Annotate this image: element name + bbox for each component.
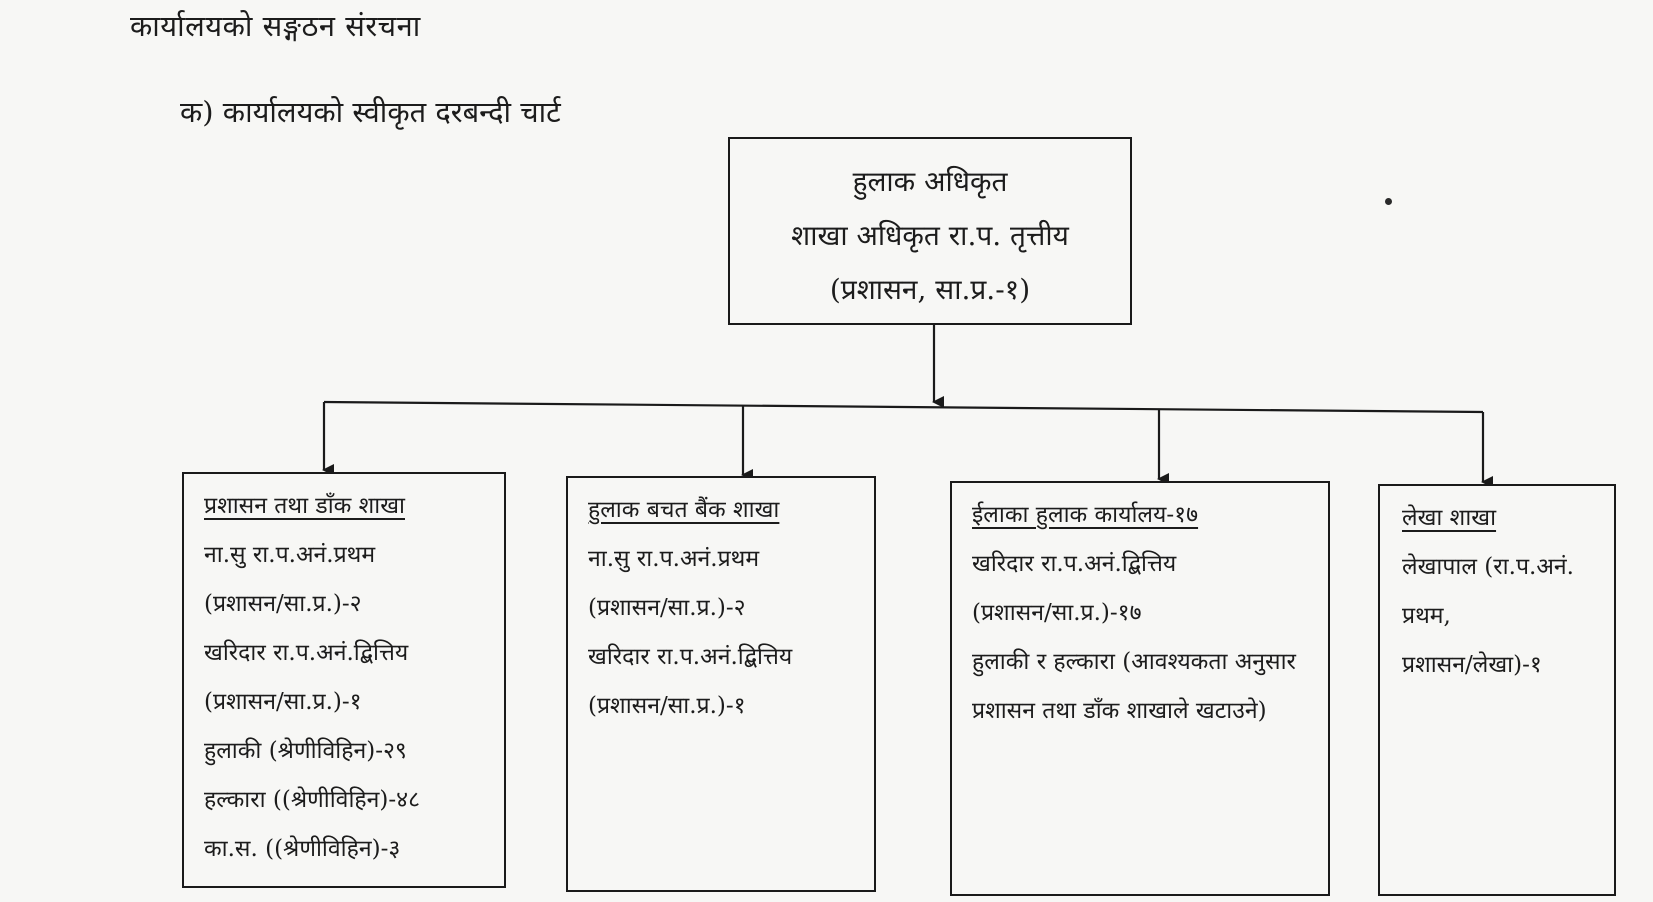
horizontal-bus-line [324, 402, 1483, 412]
branch-line: (प्रशासन/सा.प्र.)-२ [588, 595, 746, 621]
branch-box-accounts [1378, 484, 1616, 896]
head-office-box [728, 137, 1132, 325]
branch-title: प्रशासन तथा डाँक शाखा [204, 493, 405, 519]
branch-line: ना.सु रा.प.अनं.प्रथम [588, 546, 760, 572]
stray-ink-dot [1385, 198, 1392, 205]
page-title: कार्यालयको सङ्गठन संरचना [130, 9, 421, 43]
branch-line: का.स. ((श्रेणीविहिन)-३ [204, 836, 401, 862]
branch-line: (प्रशासन/सा.प्र.)-१ [204, 689, 362, 715]
branch-line: ना.सु रा.प.अनं.प्रथम [204, 542, 376, 568]
branch-box-savings-bank [566, 476, 876, 892]
branch-title: हुलाक बचत बैंक शाखा [588, 497, 780, 523]
branch-line: हल्कारा ((श्रेणीविहिन)-४८ [204, 787, 421, 813]
section-heading: क) कार्यालयको स्वीकृत दरबन्दी चार्ट [180, 95, 561, 129]
branch-line: लेखापाल (रा.प.अनं. प्रथम, [1402, 554, 1574, 629]
branch-line: प्रशासन/लेखा)-१ [1402, 652, 1542, 678]
branch-line: हुलाकी र हल्कारा (आवश्यकता अनुसार प्रशासन तथा डाँक शाखाले खटाउने) [972, 649, 1296, 724]
branch-title: ईलाका हुलाक कार्यालय-१७ [972, 502, 1199, 528]
head-line-3: (प्रशासन, सा.प्र.-१) [829, 273, 1031, 306]
head-line-2: शाखा अधिकृत रा.प. तृत्तीय [791, 219, 1069, 252]
branch-line: (प्रशासन/सा.प्र.)-१७ [972, 600, 1142, 626]
head-line-1: हुलाक अधिकृत [852, 165, 1008, 198]
branch-line: खरिदार रा.प.अनं.द्बित्तिय [588, 644, 793, 670]
branch-line: खरिदार रा.प.अनं.द्बित्तिय [972, 551, 1177, 577]
branch-line: खरिदार रा.प.अनं.द्बित्तिय [204, 640, 409, 666]
branch-box-area-post-office [950, 481, 1330, 896]
branch-line: (प्रशासन/सा.प्र.)-१ [588, 693, 746, 719]
branch-line: (प्रशासन/सा.प्र.)-२ [204, 591, 362, 617]
branch-title: लेखा शाखा [1402, 505, 1497, 531]
branch-line: हुलाकी (श्रेणीविहिन)-२९ [204, 738, 407, 764]
branch-box-admin-postal [182, 472, 506, 888]
